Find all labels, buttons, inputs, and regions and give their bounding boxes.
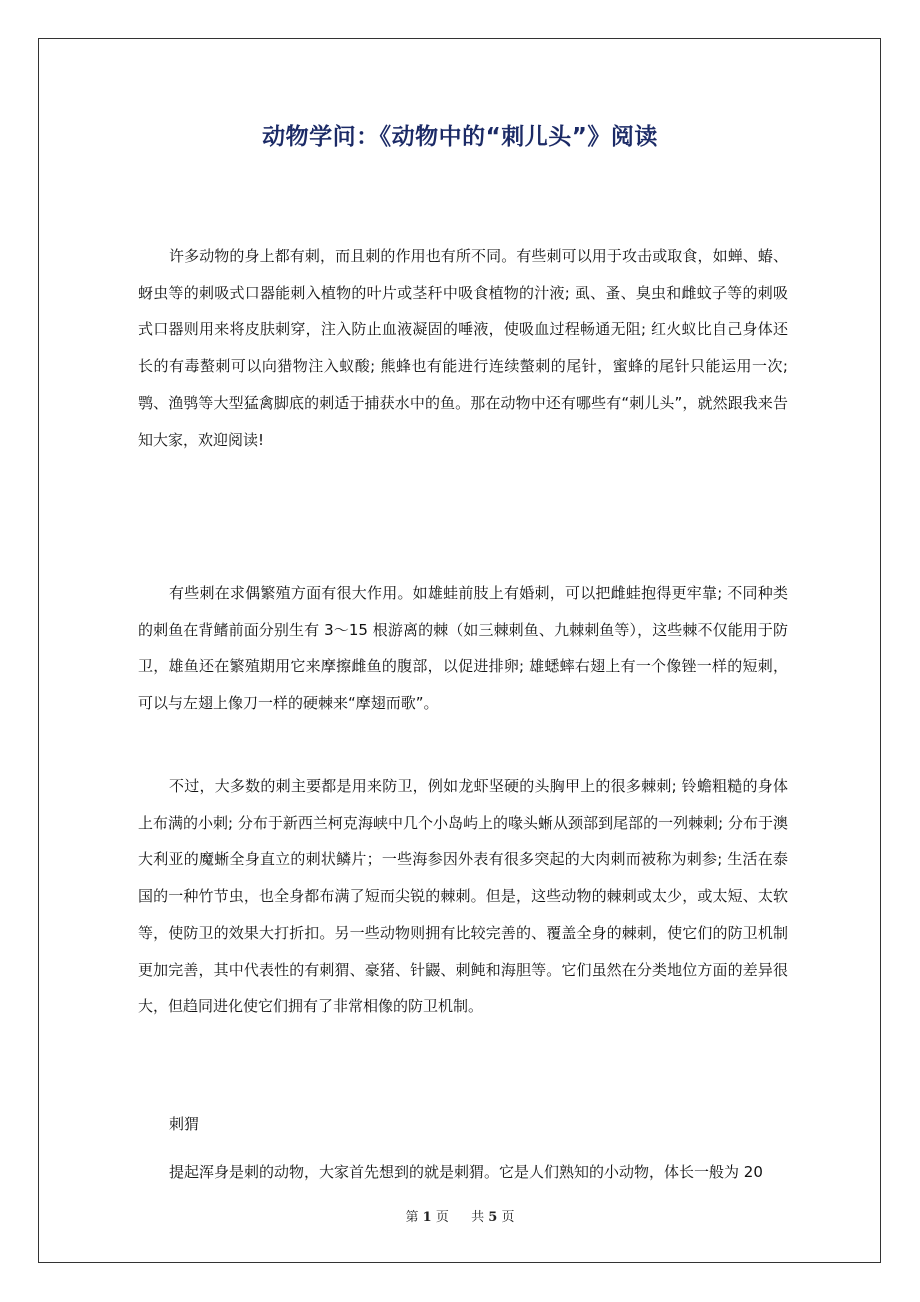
paragraph-hedgehog: 提起浑身是刺的动物，大家首先想到的就是刺猬。它是人们熟知的小动物，体长一般为 20 <box>169 1163 763 1181</box>
footer-page-total: 5 <box>488 1210 498 1225</box>
paragraph-courtship: 有些刺在求偶繁殖方面有很大作用。如雄蛙前肢上有婚刺，可以把雌蛙抱得更牢靠; 不同种类的刺鱼在背鳍前面分别生有 3～15 根游离的棘（如三棘刺鱼、九棘刺鱼等），这些棘不仅能用于防卫，雄鱼还在繁殖期用它来摩擦雌鱼的腹部，以促进排卵; 雄蟋蟀右翅上有一个像锉一样的短刺，可以与左翅上像刀一样的硬棘来“摩翅而歌”。 <box>138 584 788 713</box>
footer-page-current: 1 <box>422 1210 432 1225</box>
footer-page-prefix: 第 <box>405 1210 419 1225</box>
section-heading-hedgehog: 刺猬 <box>169 1115 200 1133</box>
document-title: 动物学问：《动物中的“刺儿头”》阅读 <box>262 124 658 150</box>
paragraph-defense: 不过，大多数的刺主要都是用来防卫，例如龙虾坚硬的头胸甲上的很多棘刺; 铃蟾粗糙的身体上布满的小刺; 分布于新西兰柯克海峡中几个小岛屿上的喙头蜥从颈部到尾部的一列棘刺; 分布于澳大利亚的魔蜥全身直立的刺状鳞片；一些海参因外表有很多突起的大肉刺而被称为刺参; 生活在泰国的一种竹节虫，也全身都布满了短而尖锐的棘刺。但是，这些动物的棘刺或太少，或太短、太软等，使防卫的效果大打折扣。另一些动物则拥有比较完善的、覆盖全身的棘刺，使它们的防卫机制更加完善，其中代表性的有刺猬、豪猪、针鼹、刺鲀和海胆等。它们虽然在分类地位方面的差异很大，但趋同进化使它们拥有了非常相像的防卫机制。 <box>138 777 788 1016</box>
paragraph-intro: 许多动物的身上都有刺，而且刺的作用也有所不同。有些刺可以用于攻击或取食，如蝉、蝽、蚜虫等的刺吸式口器能刺入植物的叶片或茎秆中吸食植物的汁液; 虱、蚤、臭虫和雌蚊子等的刺吸式口器则用来将皮肤刺穿，注入防止血液凝固的唾液，使吸血过程畅通无阻; 红火蚁比自己身体还长的有毒螯刺可以向猎物注入蚁酸; 熊蜂也有能进行连续螫刺的尾针，蜜蜂的尾针只能运用一次; 鹗、渔鸮等大型猛禽脚底的刺适于捕获水中的鱼。那在动物中还有哪些有“刺儿头”，就然跟我来告知大家，欢迎阅读! <box>138 247 788 449</box>
footer-total-unit: 页 <box>501 1210 515 1225</box>
footer-page-unit: 页 <box>435 1210 449 1225</box>
page-footer <box>0 1206 920 1225</box>
footer-total-prefix: 共 <box>471 1210 485 1225</box>
